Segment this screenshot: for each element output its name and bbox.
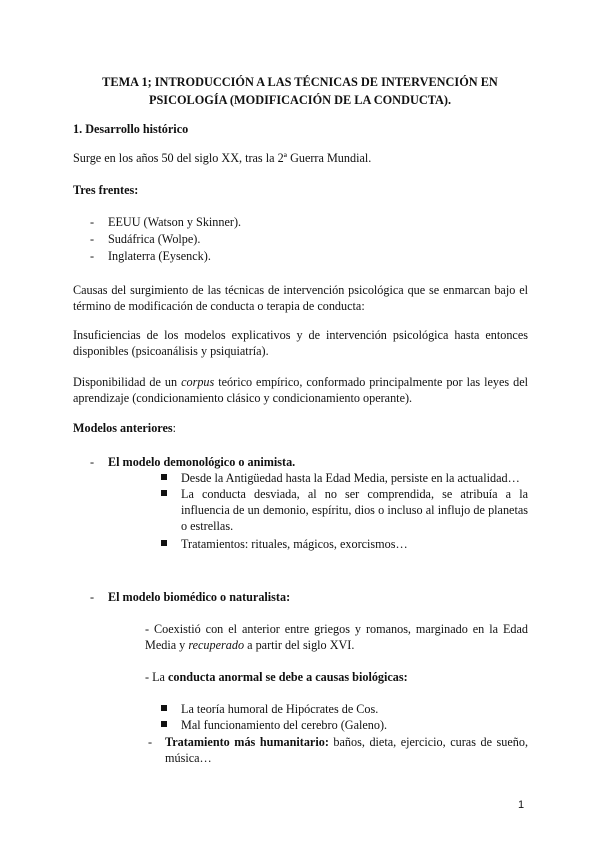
square-bullet-icon: [161, 705, 167, 711]
section-heading-desarrollo: 1. Desarrollo histórico: [73, 122, 189, 136]
modelos-heading-colon: :: [172, 421, 177, 435]
paragraph-text: - La: [145, 670, 169, 684]
list-item: [161, 536, 528, 552]
dash-bullet: -: [148, 735, 153, 749]
list-item: [161, 486, 528, 534]
square-bullet-icon: [161, 540, 167, 546]
dash-bullet: -: [90, 455, 95, 469]
dash-bullet: -: [90, 232, 95, 246]
modelos-heading: [73, 420, 176, 436]
page-number: 1: [518, 799, 525, 811]
insuficiencias-paragraph: Insuficiencias de los modelos explicativos y de intervención psicológica hasta entonces disponibles (psicoanálisis y psiquiatría).: [73, 328, 528, 358]
list-item: [90, 248, 211, 264]
coexistio-paragraph: [145, 621, 528, 653]
document-title: [70, 73, 530, 109]
list-item-text: La teoría humoral de Hipócrates de Cos.: [181, 702, 379, 716]
list-item: [161, 717, 528, 733]
model-title: El modelo demonológico o animista.: [108, 455, 296, 469]
list-item-text: Desde la Antigüedad hasta la Edad Media, persiste en la actualidad…: [181, 471, 520, 485]
square-bullet-icon: [161, 490, 167, 496]
paragraph-text: a partir del siglo XVI.: [244, 638, 355, 652]
title-line-2: PSICOLOGÍA (MODIFICACIÓN DE LA CONDUCTA).: [148, 93, 452, 107]
list-item-text: EEUU (Watson y Skinner).: [108, 215, 242, 229]
dash-bullet: -: [90, 590, 95, 604]
list-item-text: Inglaterra (Eysenck).: [108, 249, 211, 263]
square-bullet-icon: [161, 721, 167, 727]
list-item-text: Sudáfrica (Wolpe).: [108, 232, 201, 246]
corpus-italic: corpus: [181, 375, 215, 389]
dash-bullet: -: [90, 215, 95, 229]
model-biomedico: [90, 589, 290, 605]
paragraph-text: baños, dieta, ejercicio, curas de sueño, música…: [165, 735, 529, 765]
intro-paragraph: Surge en los años 50 del siglo XX, tras la 2ª Guerra Mundial.: [73, 151, 372, 165]
square-bullet-icon: [161, 474, 167, 480]
list-item: [90, 231, 200, 247]
list-item-text: La conducta desviada, al no ser comprendida, se atribuía a la influencia de un demonio, espíritu, dios o incluso al influjo de planetas o estrellas.: [181, 487, 528, 533]
tratamiento-text: [165, 734, 528, 766]
model-title: El modelo biomédico o naturalista:: [108, 590, 291, 604]
recuperado-italic: recuperado: [188, 638, 245, 652]
dash-bullet: -: [90, 249, 95, 263]
disponibilidad-paragraph: [73, 374, 528, 406]
conducta-anormal-bold: conducta anormal se debe a causas biológicas:: [168, 670, 408, 684]
tratamiento-item: [148, 734, 528, 766]
title-line-1: TEMA 1; INTRODUCCIÓN A LAS TÉCNICAS DE INTERVENCIÓN EN: [102, 75, 498, 89]
model-demonologico: [90, 454, 295, 470]
paragraph-text: Disponibilidad de un: [73, 375, 182, 389]
list-item: [90, 214, 241, 230]
paragraph-text: - Coexistió con el anterior entre griegos y romanos, marginado en la Edad Media y: [145, 622, 528, 652]
tratamiento-bold: Tratamiento más humanitario:: [165, 735, 329, 749]
list-item: [161, 470, 528, 486]
list-item-text: Mal funcionamiento del cerebro (Galeno).: [181, 718, 388, 732]
paragraph-text: teórico empírico, conformado principalmente por las leyes del aprendizaje (condicionamiento clásico y condicionamiento operante).: [73, 375, 528, 405]
list-item: [161, 701, 528, 717]
conducta-anormal-paragraph: [145, 669, 528, 685]
causas-paragraph: Causas del surgimiento de las técnicas de intervención psicológica que se enmarcan bajo el término de modificación de conducta o terapia de conducta:: [73, 283, 528, 313]
modelos-heading-text: Modelos anteriores: [73, 421, 173, 435]
list-item-text: Tratamientos: rituales, mágicos, exorcismos…: [181, 537, 408, 551]
tres-frentes-heading: Tres frentes:: [73, 183, 139, 197]
